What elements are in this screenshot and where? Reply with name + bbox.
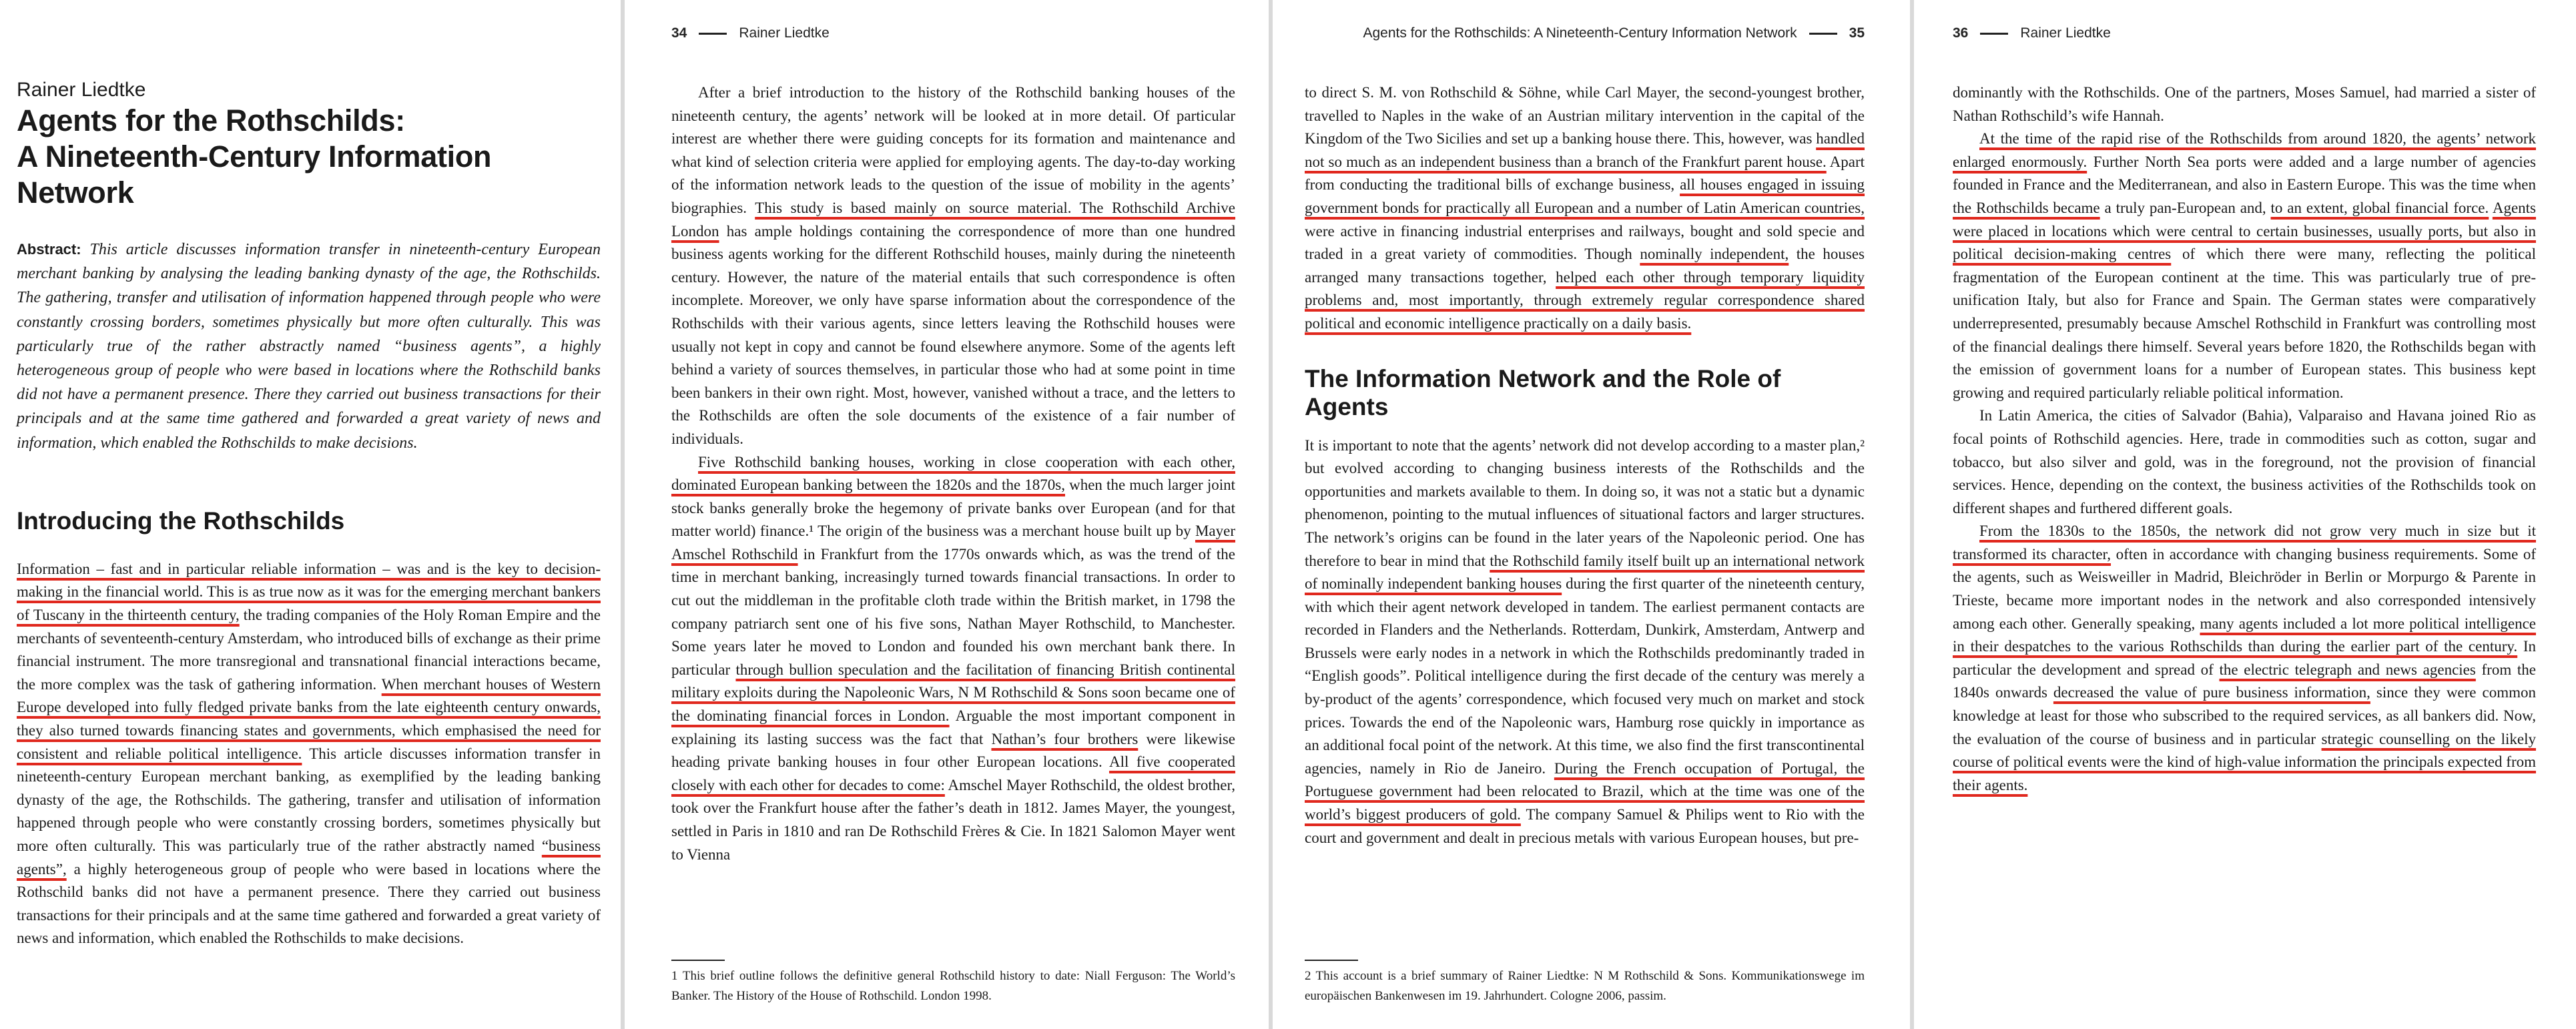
highlighted-passage: During the French occupation of Portugal, the Portuguese government had been relocated to Brazil, which at the time was one of the world’s biggest producers of gold. [1305,759,1865,823]
article-author: Rainer Liedtke [17,79,146,101]
running-head [1305,24,1865,43]
text-run: since they were common knowledge at least for those who subscribed to the required services, as all bankers did. Now, the evaluation of the course of business and in particular [1953,684,2537,747]
running-head [1953,24,2536,43]
text-run: It is important to note that the agents’ network did not develop according to a master plan,² but evolved according to changing business interests of the Rothschilds and the opportunities and markets available to them. In doing so, it was not a static but a dynamic phenomenon, pointing to the mutual influences of situational factors and larger structures. The network’s origins can be found in the later years of the Napoleonic period. One has therefore to bear in mind that [1305,436,1865,569]
body-paragraph [671,81,1235,451]
highlighted-passage: all houses engaged in issuing government bonds for practically all European and a number of Latin American countries, [1305,176,1865,216]
title-line-2: A Nineteenth-Century Information Network [17,139,492,210]
title-line-1: Agents for the Rothschilds: [17,103,405,137]
article-title [17,103,601,211]
text-run: to direct S. M. von Rothschild & Söhne, while Carl Mayer, the second-youngest brother, travelled to Naples in the wake of an Austrian military intervention in the capital of the Kingdom of the Two Sicilies and set up a banking house there. This, however, was [1305,84,1865,147]
footnote-rule [671,960,725,961]
highlighted-passage: “business agents”, [17,837,601,878]
highlighted-passage: nominally independent, [1640,246,1789,263]
running-head-author: Rainer Liedtke [739,25,830,41]
text-run: This article discusses information transfer in nineteenth-century European merchant banking, as exemplified by the leading banking dynasty of the age, the Rothschilds. The gathering, transfer and utilisation of information happened through people who were constantly crossing borders, sometimes physically but more often culturally. This was particularly true of the rather abstractly named [17,745,601,854]
running-head-rule [1809,33,1837,35]
highlighted-passage: through bullion speculation and the facilitation of financing British continental military exploits during the Napoleonic Wars, N M Rothschild & Sons soon became one of the dominating financial forces in London. [671,661,1235,725]
section-heading-network: The Information Network and the Role of Agents [1305,364,1781,420]
highlighted-passage: From the 1830s to the 1850s, the network did not grow very much in size but it transformed its character, [1953,523,2536,563]
text-run: In Latin America, the cities of Salvador (Bahia), Valparaiso and Havana joined Rio as focal points of Rothschild agencies. Here, trade in commodities such as cotton, sugar and tobacco, but also silver and gold, was in the foreground, not the provision of financial services. Hence, depending on the context, the business activities of the Rothschilds took on different shapes and furthered different goals. [1953,407,2536,517]
section-heading-introducing: Introducing the Rothschilds [17,506,345,535]
text-run: Further North Sea ports were added and a large number of agencies founded in France and the Mediterranean, and also in Eastern Europe. This was the time when [1953,153,2536,194]
text-run: dominantly with the Rothschilds. One of the partners, Moses Samuel, had married a sister of Nathan Rothschild’s wife Hannah. [1953,84,2536,124]
highlighted-passage: the electric telegraph and news agencies [2219,661,2476,678]
page-number: 36 [1953,25,1969,41]
highlighted-passage: to an extent, global financial force. [2270,199,2489,216]
highlighted-passage: the Rothschilds became [1953,199,2100,216]
highlighted-passage: Information – fast and in particular reliable information – was and is the key to decision-making in the financial world. This is as true now as it was for the emerging merchant bankers of Tuscany in the thirteenth century, [17,560,601,624]
text-run: After a brief introduction to the history of the Rothschild banking houses of the nineteenth century, the agents’ network will be looked at in more detail. Of particular interest are whether there were guiding concepts for its formation and maintenance and what kind of selection criteria were applied for employing agents. The day-to-day working of the information network leads to the question of the issue of mobility in the agents’ biographies. [671,84,1235,216]
body-paragraph [1953,127,2536,404]
highlighted-passage: strategic counselling on the likely course of political events were the kind of high-value information the principals expected from their agents. [1953,730,2536,793]
body-paragraph [671,451,1235,867]
page-number: 34 [671,25,687,41]
highlighted-passage: When merchant houses of Western Europe developed into fully fledged private banks from the late eighteenth century onwards, they also turned towards financing states and governments, which emphasised the need for consistent and reliable political intelligence. [17,675,601,762]
highlighted-passage: Five Rothschild banking houses, working in close cooperation with each other, dominated European banking between the 1820s and the 1870s, [671,453,1235,494]
running-head-author: Rainer Liedtke [2020,25,2111,41]
footnote-rule [1305,960,1358,961]
highlighted-passage: Mayer Amschel Rothschild [671,523,1235,563]
body-paragraph [1953,81,2536,127]
text-run: the houses arranged many transactions together, [1305,246,1865,286]
abstract [17,238,601,455]
highlighted-passage: All five cooperated closely with each other for decades to come: [671,753,1236,793]
footnote: 2 This account is a brief summary of Rainer Liedtke: N M Rothschild & Sons. Kommunikationswege im europäischen Bankenwesen im 19. Jahrhundert. Cologne 2006, passim. [1305,969,1865,1003]
text-run: were active in financing industrial enterprises and railways, bought and sold specie and traded in a great variety of commodities. Though [1305,222,1865,263]
highlighted-passage: handled not so much as an independent business than a branch of the Frankfurt parent house. [1305,130,1865,170]
highlighted-passage: Nathan’s four brothers [991,730,1139,747]
page-number: 35 [1849,25,1865,41]
abstract-label: Abstract: [17,241,81,258]
highlighted-passage: many agents included a lot more political intelligence in their despatches to the various Rothschilds than during the earlier part of the century. [1953,615,2536,655]
body-paragraph [1953,520,2536,797]
text-run: Apart from conducting the traditional bills of exchange business, [1305,153,1865,194]
text-run: were likewise heading private banking houses in four other European locations. [671,730,1235,771]
text-run: when the much larger joint stock banks generally broke the hegemony of private banks over European (and for that matter world) finance.¹ The origin of the business was a merchant house built up by [671,476,1235,540]
page-4 [1914,0,2576,1029]
highlighted-passage: the Rothschild family itself built up an international network of nominally independent banking houses [1305,552,1865,593]
text-run: The company Samuel & Philips went to Rio with the court and government and dealt in precious metals with various European houses, but pre- [1305,806,1865,846]
page-2 [625,0,1269,1029]
text-run: from the 1840s onwards [1953,661,2537,701]
text-run: during the first quarter of the nineteenth century, with which their agent network developed in tandem. The earliest permanent contacts are recorded in Flanders and the Netherlands. Rotterdam, Dunkirk, Amsterdam, Antwerp and Brussels were early nodes in a network in which the Rothschilds predominantly traded in “English goods”. Political intelligence during the first decade of the century was merely a by-product of the agents’ correspondence, which focused very much on market and stock prices. Towards the end of the Napoleonic wars, Hamburg rose quickly in importance as an additional focal point of the network. At this time, we also find the first transcontinental agencies, namely in Rio de Janeiro. [1305,575,1865,777]
text-run: Amschel Mayer Rothschild, the oldest brother, took over the Frankfurt house after the father’s death in 1812. James Mayer, the youngest, settled in Paris in 1810 and ran De Rothschild Frères & Cie. In 1821 Salomon Mayer went to Vienna [671,776,1235,863]
page-1 [0,0,621,1029]
text-run: of which there were many, reflecting the political fragmentation of the European continent at the time. This was particularly true of pre-unification Italy, but also for France and Spain. The German states were comparatively underrepresented, presumably because Amschel Rothschild in Frankfurt was controlling most of the financial dealings there himself. Several years before 1820, the Rothschilds began with the emission of government loans for a number of European states. This business kept growing and required particularly reliable political information. [1953,246,2536,401]
highlighted-passage: This study is based mainly on source material. The Rothschild Archive London [671,199,1235,240]
text-run: In particular the development and spread of [1953,638,2536,678]
abstract-text: This article discusses information transfer in nineteenth-century European merchant banking by analysing the leading banking dynasty of the age, the Rothschilds. The gathering, transfer and utilisation of information happened through people who were constantly crossing borders, sometimes physically but more often culturally. This was particularly true of the rather abstractly named “business agents”, a highly heterogeneous group of people who were based in locations where the Rothschild banks did not have a permanent presence. There they carried out business transactions for their principals and at the same time gathered and forwarded a great variety of news and information, which enabled the Rothschilds to make decisions. [17,241,601,452]
text-run: has ample holdings containing the correspondence of more than one hundred business agents working for the different Rothschild houses, mainly during the nineteenth century. However, the nature of the material entails that such correspondence is often incomplete. Moreover, we only have sparse information about the correspondence of the Rothschilds with their various agents, since letters leaving the Rothschild houses were usually not kept in copy and cannot be found elsewhere anymore. Some of the agents left behind a variety of sources themselves, in particular those who had at some point in time been bankers in their own right. Most, however, vanished without a trace, and the letters to the Rothschilds are often the sole documents of the existence of a fair number of individuals. [671,222,1235,447]
running-head-rule [699,33,727,35]
highlighted-passage: decreased the value of pure business information, [2053,684,2370,701]
running-head [671,24,1235,43]
body-paragraph [1305,81,1865,336]
body-paragraph [17,558,601,950]
highlighted-passage: Agents were placed in locations which were central to certain businesses, usually ports, but also in political decision-making centres [1953,199,2537,263]
text-run: often in accordance with changing business requirements. Some of the agents, such as Weisweiller in Madrid, Bleichröder in Berlin or Morpurgo & Parente in Trieste, became more important nodes in the network and also corresponded intensively among each other. Generally speaking, [1953,545,2536,632]
text-run: Arguable the most important component in explaining its lasting success was the fact that [671,707,1235,747]
running-head-rule [1980,33,2008,35]
text-run: in Frankfurt from the 1770s onwards which, as was the trend of the time in merchant banking, increasingly turned towards financial transactions. In order to cut out the middleman in the profitable cloth trade within the British market, in 1798 the company patriarch sent one of his five sons, Nathan Mayer Rothschild, to Manchester. Some years later he moved to London and founded his own merchant bank there. In particular [671,545,1235,678]
highlighted-passage: At the time of the rapid rise of the Rothschilds from around 1820, the agents’ network enlarged enormously. [1953,130,2536,170]
footnote-area [1305,960,1865,1006]
running-head-title: Agents for the Rothschilds: A Nineteenth-Century Information Network [1363,25,1797,41]
footnote-area [671,960,1235,1006]
text-run: the trading companies of the Holy Roman Empire and the merchants of seventeenth-century Amsterdam, who introduced bills of exchange as their prime financial instrument. The more transregional and transnational financial interactions became, the more complex was the task of gathering information. [17,607,601,693]
body-paragraph [1305,434,1865,850]
text-run: a truly pan-European and, [2100,199,2271,216]
text-run: a highly heterogeneous group of people who were based in locations where the Rothschild banks did not have a permanent presence. There they carried out business transactions for their principals and at the same time gathered and forwarded a great variety of news and information, which enabled the Rothschilds to make decisions. [17,860,601,947]
page-3 [1273,0,1910,1029]
footnote: 1 This brief outline follows the definitive general Rothschild history to date: Niall Ferguson: The World’s Banker. The History of the House of Rothschild. London 1998. [671,969,1235,1003]
body-paragraph [1953,404,2536,520]
highlighted-passage: helped each other through temporary liquidity problems and, most importantly, through extremely regular correspondence shared political and economic intelligence practically on a daily basis. [1305,268,1865,332]
